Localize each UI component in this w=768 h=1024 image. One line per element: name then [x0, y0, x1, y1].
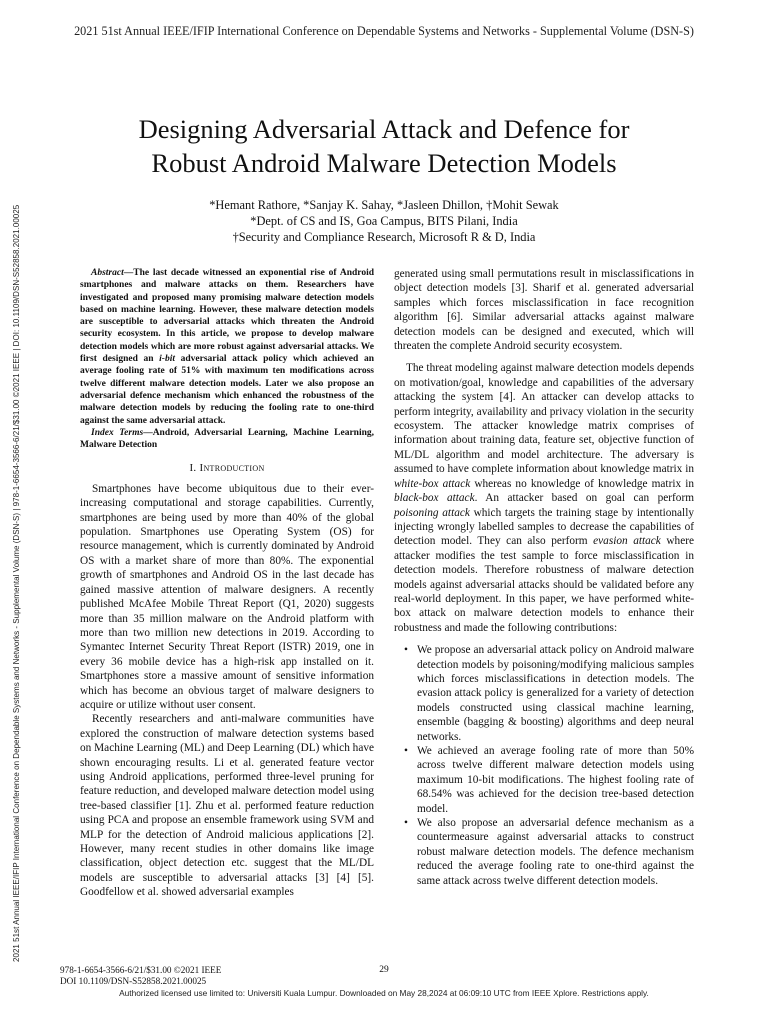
contribution-text: We propose an adversarial attack policy on Android malware detection models by poisoning/modifying malicious samples which forces misclassifications in detection models. The evasion attack policy is generalized for a variety of detection models constructed using classical machine learning, ensemble (bagging & boosting) algorithms and deep neural networks.: [417, 644, 694, 743]
abstract: [80, 267, 374, 427]
p2-text-b: whereas no knowledge of knowledge matrix in: [470, 477, 694, 490]
author-list: *Hemant Rathore, *Sanjay K. Sahay, *Jasleen Dhillon, †Mohit Sewak: [209, 198, 559, 212]
contributions-list: [394, 643, 694, 888]
index-terms-text: —Android, Adversarial Learning, Machine Learning, Malware Detection: [80, 427, 374, 451]
running-header: 2021 51st Annual IEEE/IFIP International Conference on Dependable Systems and Networks - Supplemental Volume (DSN-S): [74, 24, 694, 38]
affiliation-2: †Security and Compliance Research, Microsoft R & D, India: [232, 230, 536, 244]
left-column: [80, 267, 374, 900]
p2-evasion: evasion attack: [593, 535, 661, 548]
list-item: [404, 643, 694, 744]
p2-text-d: which targets the training stage by intentionally injecting wrongly labelled samples to decrease the capabilities of detection model. They can also perform: [394, 506, 694, 548]
index-terms: [80, 427, 374, 452]
bullet-icon: •: [404, 817, 408, 830]
author-block: [0, 197, 768, 245]
section-heading-introduction: I. Introduction: [189, 462, 265, 475]
bullet-icon: •: [404, 745, 408, 757]
list-item: [404, 744, 694, 816]
abstract-label: Abstract: [91, 268, 124, 278]
p2-text-e: where attacker modifies the test sample to force misclassification in detection models. Therefore robustness of malware detection models against adversarial attacks should be validated before any real-world deployment. In this paper, we have performed white-box attack on malware detection models to enhance their robustness and made the following contributions:: [394, 535, 694, 634]
p2-text-a: The threat modeling against malware detection models depends on motivation/goal, knowledge and capabilities of the adversary attacking the system [4]. An attacker can develop attacks to perform integrity, availability and privacy violation in the security ecosystem. The attacker knowledge matrix comprises of information about training data, feature set, objective function of ML/DL algorithm and model architecture. The adversary is assumed to have complete information about knowledge matrix in: [394, 362, 694, 476]
p2-white-box: white-box attack: [394, 477, 471, 490]
right-paragraph-1: generated using small permutations result in misclassifications in object detection models [3]. Sharif et al. generated adversarial samples which forces misclassification in face recognition algorithm [6]. Similar adversarial attacks against malware detection models can be designed and executed, which will threaten the complete Android security ecosystem.: [394, 268, 694, 353]
p2-black-box: black-box attack: [394, 492, 475, 505]
contribution-text: We achieved an average fooling rate of more than 50% across twelve different malware detection models using maximum 10-bit modifications. The highest fooling rate of 68.54% was achieved for the decision tree-based detection model.: [417, 745, 694, 815]
index-terms-label: Index Terms: [91, 427, 144, 438]
right-column: [394, 267, 694, 888]
p2-text-c: . An attacker based on goal can perform: [474, 492, 694, 505]
title-line-2: Robust Android Malware Detection Models: [151, 148, 617, 178]
contribution-text: We also propose an adversarial defence mechanism as a countermeasure against adversarial attacks to construct robust malware detection models. The defence mechanism reduced the average fooling rate to one-third against the same attack across twelve different detection models.: [417, 817, 694, 887]
right-paragraph-2: [394, 361, 694, 635]
bullet-icon: •: [404, 644, 408, 657]
affiliation-1: *Dept. of CS and IS, Goa Campus, BITS Pilani, India: [250, 214, 518, 228]
page-number: 29: [379, 965, 389, 975]
doi-side-strip: 2021 51st Annual IEEE/IFIP International Conference on Dependable Systems and Networks - Supplemental Volume (DSN-S) | 978-1-6654-3566-6/21/$31.00 ©2021 IEEE | DOI: 10.1109/DSN-S52858.2021.00025: [12, 204, 21, 962]
footer-doi: DOI 10.1109/DSN-S52858.2021.00025: [60, 976, 207, 986]
p2-poisoning: poisoning attack: [394, 506, 470, 519]
title-line-1: Designing Adversarial Attack and Defence for: [138, 114, 630, 144]
authorized-use-notice: Authorized licensed use limited to: Universiti Kuala Lumpur. Downloaded on May 28,2024 at 06:09:10 UTC from IEEE Xplore. Restrictions apply.: [119, 988, 649, 998]
abstract-ibit: i-bit: [159, 354, 176, 365]
list-item: [404, 816, 694, 888]
abstract-text-a: —The last decade witnessed an exponential rise of Android smartphones and malware attacks on them. Researchers have investigated and proposed many promising malware detection models based on machine learning. However, these malware detection models are susceptible to adversarial attacks which threaten the Android security ecosystem. In this article, we propose to develop malware detection models which are more robust against adversarial attacks. We first designed an: [80, 268, 374, 365]
paper-title: [0, 112, 768, 180]
footer-isbn: 978-1-6654-3566-6/21/$31.00 ©2021 IEEE: [60, 965, 222, 975]
intro-paragraph-2: Recently researchers and anti-malware communities have explored the construction of malware detection systems based on Machine Learning (ML) and Deep Learning (DL) which have shown encouraging results. Li et al. generated feature vector using Android applications, performed three-level pruning for feature reduction, and developed malware detection model using tree-based classifier [1]. Zhu et al. performed feature reduction using PCA and propose an ensemble framework using SVM and MLP for the detection of Android malicious applications [2]. However, many recent studies in other domains like image classification, object detection etc. suggest that the ML/DL models are susceptible to adversarial attacks [3] [4] [5]. Goodfellow et al. showed adversarial examples: [80, 713, 374, 899]
intro-paragraph-1: Smartphones have become ubiquitous due to their ever-increasing computational and storage capabilities. Currently, smartphones are being used by more than 40% of the global population. Smartphones use Operating System (OS) for resource management, which is currently dominated by Android OS with a market share of more than 80%. The exponential growth of smartphones and Android OS in the last decade has gained massive attention of malware designers. A recently published McAfee Mobile Threat Report (Q1, 2020) suggests more than 35 million malware on the Android platform with more than two million new detections in 2019. According to Symantec Internet Security Threat Report (ISTR) 2019, one in every 36 mobile device has a high-risk app installed on it. Smartphones store a massive amount of sensitive information which has become an obvious target of malware designers to acquire or utilize without user consent.: [80, 482, 374, 711]
abstract-text-b: adversarial attack policy which achieved an average fooling rate of 51% with maximum ten modifications across twelve different malware detection models. Later we also propose an adversarial defence mechanism which enhanced the robustness of the malware detection models by reducing the fooling rate to one-third against the same adversarial attack.: [80, 354, 374, 426]
